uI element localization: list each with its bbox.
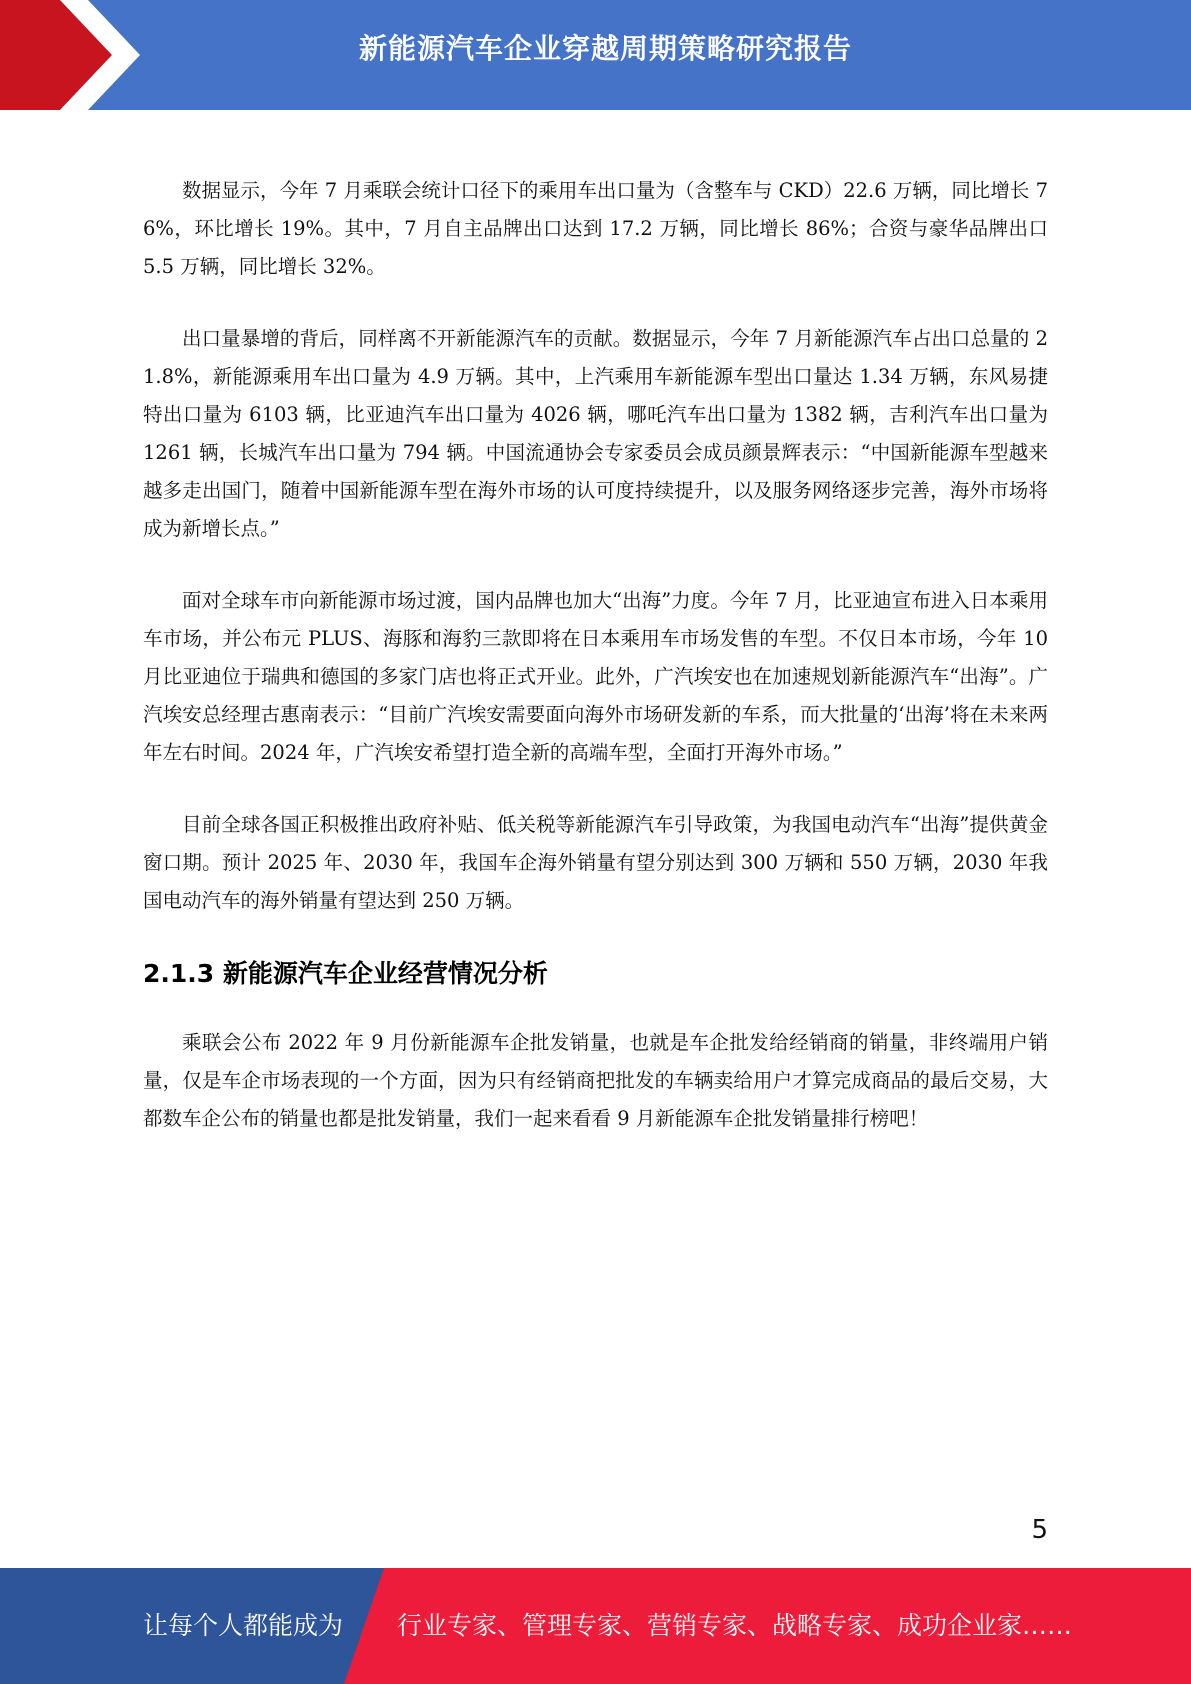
page-footer: [0, 1568, 1191, 1684]
page-header: [0, 0, 1191, 110]
header-title: 新能源汽车企业穿越周期策略研究报告: [358, 32, 852, 65]
paragraph: 数据显示，今年 7 月乘联会统计口径下的乘用车出口量为（含整车与 CKD）22.6 万辆，同比增长 76%，环比增长 19%。其中，7 月自主品牌出口达到 17.2 万辆，同比增长 86%；合资与豪华品牌出口 5.5 万辆，同比增长 32%。: [143, 179, 1048, 278]
footer-slogan-left: 让每个人都能成为: [143, 1611, 344, 1640]
page-number: 5: [1031, 1515, 1048, 1545]
section-heading: 2.1.3 新能源汽车企业经营情况分析: [143, 959, 548, 988]
paragraph: 目前全球各国正积极推出政府补贴、低关税等新能源汽车引导政策，为我国电动汽车“出海”提供黄金窗口期。预计 2025 年、2030 年，我国车企海外销量有望分别达到 300 万辆和 550 万辆，2030 年我国电动汽车的海外销量有望达到 250 万辆。: [143, 813, 1048, 912]
footer-slogan-right: 行业专家、管理专家、营销专家、战略专家、成功企业家……: [397, 1611, 1073, 1640]
paragraph: 出口量暴增的背后，同样离不开新能源汽车的贡献。数据显示，今年 7 月新能源汽车占出口总量的 21.8%，新能源乘用车出口量为 4.9 万辆。其中，上汽乘用车新能源车型出口量达 1.34 万辆，东风易捷特出口量为 6103 辆，比亚迪汽车出口量为 4026 辆，哪吒汽车出口量为 1382 辆，吉利汽车出口量为 1261 辆，长城汽车出口量为 794 辆。中国流通协会专家委员会成员颜景辉表示：“中国新能源车型越来越多走出国门，随着中国新能源车型在海外市场的认可度持续提升，以及服务网络逐步完善，海外市场将成为新增长点。”: [143, 327, 1048, 540]
paragraph: 面对全球车市向新能源市场过渡，国内品牌也加大“出海”力度。今年 7 月，比亚迪宣布进入日本乘用车市场，并公布元 PLUS、海豚和海豹三款即将在日本乘用车市场发售的车型。不仅日本市场，今年 10 月比亚迪位于瑞典和德国的多家门店也将正式开业。此外，广汽埃安也在加速规划新能源汽车“出海”。广汽埃安总经理古惠南表示：“目前广汽埃安需要面向海外市场研发新的车系，而大批量的‘出海’将在未来两年左右时间。2024 年，广汽埃安希望打造全新的高端车型，全面打开海外市场。”: [143, 589, 1048, 764]
document-body: [143, 172, 1048, 1172]
paragraph: 乘联会公布 2022 年 9 月份新能源车企批发销量，也就是车企批发给经销商的销量，非终端用户销量，仅是车企市场表现的一个方面，因为只有经销商把批发的车辆卖给用户才算完成商品的最后交易，大都数车企公布的销量也都是批发销量，我们一起来看看 9 月新能源车企批发销量排行榜吧！: [143, 1031, 1048, 1130]
